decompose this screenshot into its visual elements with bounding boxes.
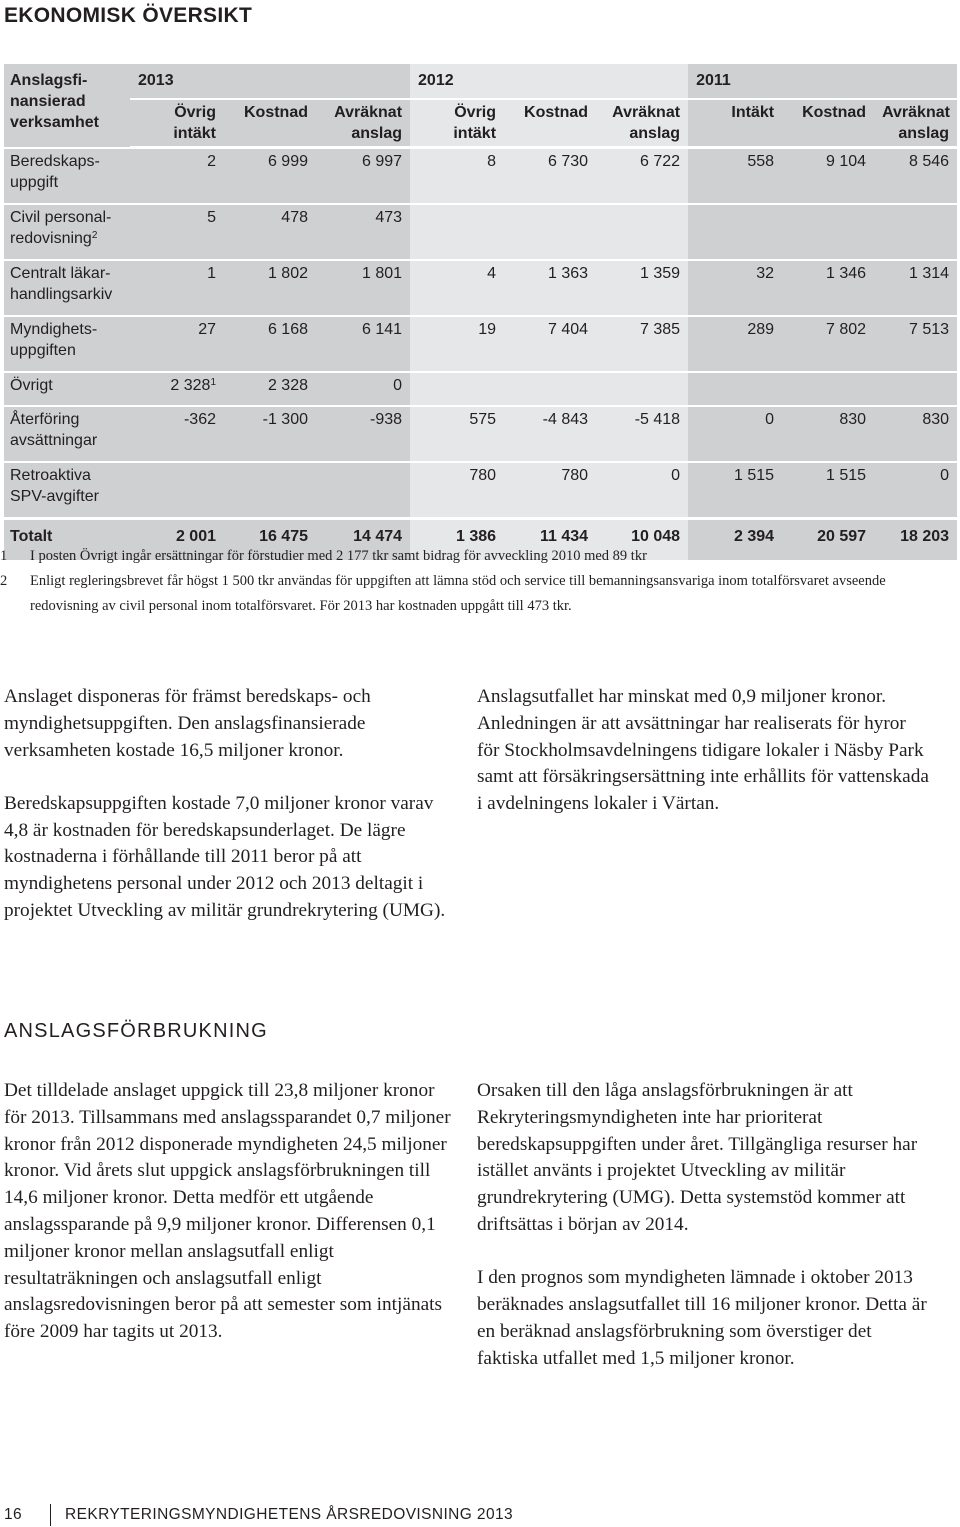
table-cell: 1 802 (224, 260, 316, 316)
footnote-number: 1 (0, 548, 8, 564)
table-row (4, 316, 957, 372)
table-cell: 0 (316, 372, 410, 406)
table-cell: 0 (596, 462, 688, 519)
total-cell: 18 203 (874, 519, 957, 561)
table-cell (504, 204, 596, 260)
table-cell: 1 515 (688, 462, 782, 519)
table-cell: 0 (874, 462, 957, 519)
table-cell: -938 (316, 406, 410, 462)
table-cell: 9 104 (782, 148, 874, 205)
table-cell (782, 372, 874, 406)
footnote (0, 569, 900, 619)
paragraph: I den prognos som myndigheten lämnade i oktober 2013 beräknades anslagsutfallet till 16 miljoner kronor. Detta är en beräknad anslagsförbrukning som överstiger det faktiska utfallet med 1,5 miljoner kronor. (477, 1267, 927, 1369)
column-header: Avräknat anslag (596, 99, 688, 148)
table-cell: 7 802 (782, 316, 874, 372)
footnote-text: Enligt regleringsbrevet får högst 1 500 tkr användas för uppgiften att lämna stöd och service till bemanningsansvariga inom totalförsvaret avseende redovisning av civil personal inom totalförsvaret. För 2013 har kostnaden uppgått till 473 tkr. (30, 573, 886, 614)
row-label: Civil personal- redovisning$^2$ (4, 204, 130, 260)
total-cell: 2 001 (130, 519, 224, 561)
paragraph: Det tilldelade anslaget uppgick till 23,8 miljoner kronor för 2013. Tillsammans med anslagssparandet 0,7 miljoner kronor från 2012 disponerade myndigheten 24,5 miljoner kronor. Vid årets slut uppgick anslagsförbrukningen till 14,6 miljoner kronor. Detta medför ett utgående anslagssparande på 9,9 miljoner kronor. Differensen 0,1 miljoner kronor mellan anslagsutfall enligt resultaträkningen och anslagsutfall enligt anslagsredovisningen beror på att semester som intjänats före 2009 har tagits ut 2013. (4, 1080, 451, 1343)
year-label: 2011 (688, 64, 957, 99)
column-header: Kostnad (782, 99, 874, 148)
economic-overview-table (4, 64, 957, 560)
table-cell: -4 843 (504, 406, 596, 462)
paragraph: Anslagsutfallet har minskat med 0,9 miljoner kronor. Anledningen är att avsättningar har realiserats för hyror för Stockholmsavdelningens tidigare lokaler i Näsby Park samt att försäkringsersättning inte erhållits för vattenskada i avdelningens lokaler i Värtan. (477, 686, 929, 815)
column-header: Avräknat anslag (874, 99, 957, 148)
table-cell: 473 (316, 204, 410, 260)
footer-divider (50, 1504, 51, 1526)
table-cell: 1 314 (874, 260, 957, 316)
table-cell (874, 204, 957, 260)
table-cell: 2 (130, 148, 224, 205)
column-header: Kostnad (504, 99, 596, 148)
table-cell: 2 $328^1$ (130, 372, 224, 406)
row-label: Myndighets- uppgiften (4, 316, 130, 372)
table-cell: 1 801 (316, 260, 410, 316)
table-cell: 1 346 (782, 260, 874, 316)
table-cell: 1 515 (782, 462, 874, 519)
table-cell: 1 363 (504, 260, 596, 316)
table-cell: 19 (410, 316, 504, 372)
row-label: Övrigt (4, 372, 130, 406)
table-row (4, 462, 957, 519)
table-cell (688, 204, 782, 260)
table-cell: 7 385 (596, 316, 688, 372)
table-cell (782, 204, 874, 260)
year-header-row (4, 64, 957, 99)
corner-label: Anslagsfi- nansierad verksamhet (4, 64, 130, 148)
table-cell: 780 (504, 462, 596, 519)
body-column-4 (477, 1078, 929, 1399)
table-row (4, 148, 957, 205)
total-cell: 11 434 (504, 519, 596, 561)
page-number: 16 (4, 1506, 23, 1523)
table-cell (596, 204, 688, 260)
body-column-2 (477, 684, 929, 844)
table-cell (688, 372, 782, 406)
row-label: Retroaktiva SPV-avgifter (4, 462, 130, 519)
row-label: Beredskaps- uppgift (4, 148, 130, 205)
table-cell: 289 (688, 316, 782, 372)
column-header: Övrig intäkt (410, 99, 504, 148)
section-heading: ANSLAGSFÖRBRUKNING (4, 1020, 268, 1042)
table-cell: 8 546 (874, 148, 957, 205)
table-cell: 6 730 (504, 148, 596, 205)
column-header: Övrig intäkt (130, 99, 224, 148)
table-cell: 6 722 (596, 148, 688, 205)
table-cell: 4 (410, 260, 504, 316)
column-header: Avräknat anslag (316, 99, 410, 148)
table-row (4, 204, 957, 260)
paragraph: Anslaget disponeras för främst beredskaps- och myndighetsuppgiften. Den anslagsfinansierade verksamheten kostade 16,5 miljoner kronor. (4, 686, 371, 761)
table-cell (596, 372, 688, 406)
total-cell: 2 394 (688, 519, 782, 561)
total-cell: 1 386 (410, 519, 504, 561)
total-cell: 10 048 (596, 519, 688, 561)
column-header-row (4, 99, 957, 148)
footnote (0, 544, 900, 569)
footnote-ref: 1 (210, 377, 216, 388)
table-cell: -5 418 (596, 406, 688, 462)
footnotes (0, 544, 900, 619)
paragraph: Beredskapsuppgiften kostade 7,0 miljoner kronor varav 4,8 är kostnaden för beredskapsunderlaget. De lägre kostnaderna i förhållande till 2011 beror på att myndighetens personal under 2012 och 2013 deltagit i projektet Utveckling av militär grundrekrytering (UMG). (4, 792, 446, 922)
table-cell: -362 (130, 406, 224, 462)
table-cell: 7 404 (504, 316, 596, 372)
total-cell: 16 475 (224, 519, 316, 561)
row-label: Centralt läkar- handlingsarkiv (4, 260, 130, 316)
table-cell (316, 462, 410, 519)
table-cell: 1 359 (596, 260, 688, 316)
total-cell: 14 474 (316, 519, 410, 561)
table-cell: -1 300 (224, 406, 316, 462)
total-label: Totalt (4, 519, 130, 561)
body-column-1 (4, 684, 456, 951)
table-cell (410, 204, 504, 260)
footnote-number: 2 (0, 573, 8, 589)
table-cell: 2 328 (224, 372, 316, 406)
report-title: REKRYTERINGSMYNDIGHETENS ÅRSREDOVISNING 2013 (65, 1506, 514, 1523)
body-column-3 (4, 1078, 456, 1372)
table-cell: 558 (688, 148, 782, 205)
year-label: 2012 (410, 64, 688, 99)
table-cell: 32 (688, 260, 782, 316)
table-row (4, 260, 957, 316)
table-cell (504, 372, 596, 406)
table-row (4, 406, 957, 462)
year-label: 2013 (130, 64, 410, 99)
table-cell: 6 141 (316, 316, 410, 372)
table-cell (874, 372, 957, 406)
table-cell: 1 (130, 260, 224, 316)
footnote-text: I posten Övrigt ingår ersättningar för förstudier med 2 177 tkr samt bidrag för avveckling 2010 med 89 tkr (30, 548, 647, 564)
table-cell: 780 (410, 462, 504, 519)
table-cell: 830 (874, 406, 957, 462)
table-cell: 575 (410, 406, 504, 462)
column-header: Kostnad (224, 99, 316, 148)
table-cell: 7 513 (874, 316, 957, 372)
page-title: EKONOMISK ÖVERSIKT (4, 4, 253, 27)
paragraph: Orsaken till den låga anslagsförbrukningen är att Rekryteringsmyndigheten inte har prioriterat beredskapsuppgiften under året. Tillgängliga resurser har istället använts i projektet Utveckling av militär grundrekrytering (UMG). Detta systemstöd kommer att driftsättas i början av 2014. (477, 1080, 918, 1235)
table-cell (130, 462, 224, 519)
footnote-ref: 2 (91, 230, 98, 241)
table-cell: 478 (224, 204, 316, 260)
table-cell: 27 (130, 316, 224, 372)
table-cell (224, 462, 316, 519)
table-cell: 6 168 (224, 316, 316, 372)
table-cell: 830 (782, 406, 874, 462)
page-footer (4, 1504, 513, 1526)
table-cell: 6 999 (224, 148, 316, 205)
table-row (4, 372, 957, 406)
total-cell: 20 597 (782, 519, 874, 561)
table-cell: 5 (130, 204, 224, 260)
row-label: Återföring avsättningar (4, 406, 130, 462)
column-header: Intäkt (688, 99, 782, 148)
table-cell (410, 372, 504, 406)
table-cell: 8 (410, 148, 504, 205)
table-cell: 6 997 (316, 148, 410, 205)
table-cell: 0 (688, 406, 782, 462)
